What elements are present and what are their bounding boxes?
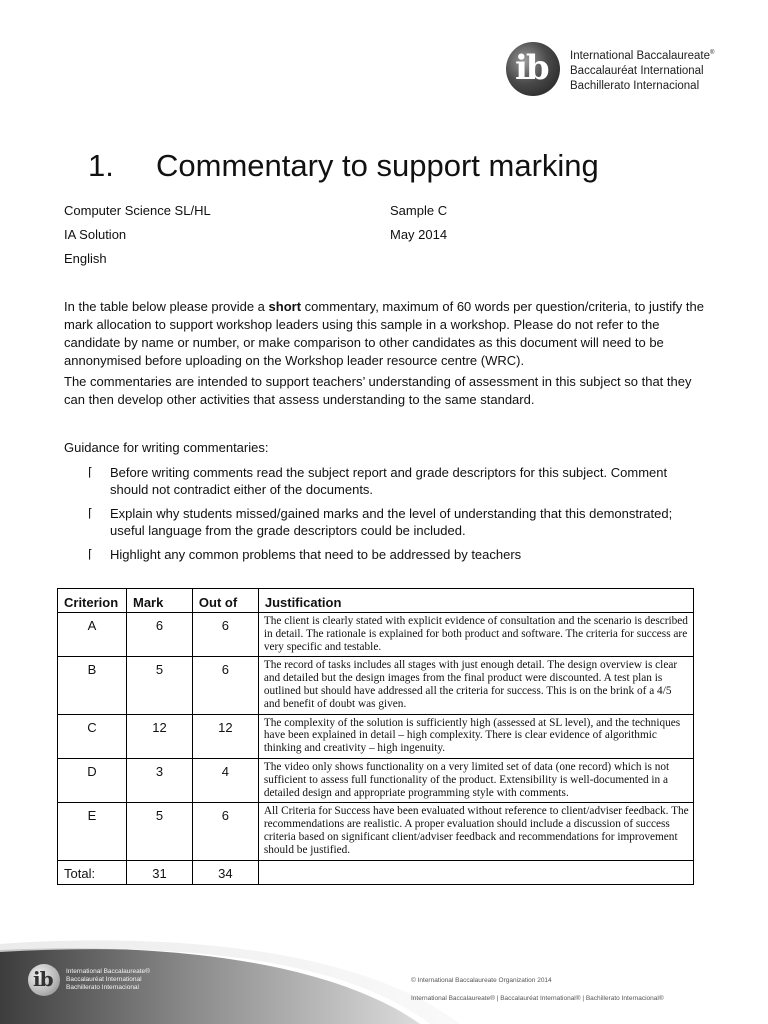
meta-subject: Computer Science SL/HL xyxy=(64,203,211,218)
footer-org-names: International Baccalaureate® | Baccalauréat International® | Bachillerato Internacional® xyxy=(411,995,664,1002)
intro-paragraph-2: The commentaries are intended to support teachers’ understanding of assessment in this subject so that they can then develop other activities that assess understanding to the same standard. xyxy=(64,374,692,407)
out-of-cell: 12 xyxy=(192,714,258,758)
table-total-row xyxy=(58,860,694,884)
bullet-icon: ⌈ xyxy=(88,547,93,561)
header-justification: Justification xyxy=(258,589,693,613)
out-of-cell: 6 xyxy=(192,803,258,860)
intro-paragraph-1: In the table below please provide a short commentary, maximum of 60 words per question/criteria, to justify the mark allocation to support workshop leaders using this sample in a workshop. Please do not refer to the candidate by name or number, or make comparison to other candidates as this document will need to be annonymised before uploading on the Workshop leader resource centre (WRC). xyxy=(64,299,704,368)
justification-cell: All Criteria for Success have been evaluated without reference to client/adviser feedback. The recommendations are realistic. A proper evaluation should include a discussion of success criteria based on significant client/adviser feedback and recommendations for improvement should be justified. xyxy=(258,803,693,860)
mark-cell: 5 xyxy=(126,657,192,714)
list-item: ⌈ Explain why students missed/gained marks and the level of understanding that this demonstrated; useful language from the grade descriptors could be included. xyxy=(88,506,673,538)
total-label: Total: xyxy=(58,860,127,884)
table-row xyxy=(58,714,694,758)
ib-logo-icon: ib xyxy=(506,42,560,96)
total-out-of: 34 xyxy=(192,860,258,884)
header-out-of: Out of xyxy=(192,589,258,613)
meta-component: IA Solution xyxy=(64,227,127,242)
emphasis-short: short xyxy=(268,299,302,314)
org-name-fr: Baccalauréat International xyxy=(570,64,704,77)
list-item: ⌈ Highlight any common problems that need to be addressed by teachers xyxy=(88,547,522,562)
out-of-cell: 6 xyxy=(192,657,258,714)
header-criterion: Criterion xyxy=(58,589,127,613)
guidance-list xyxy=(88,464,688,570)
footer-logo-text: International Baccalaureate® Baccalauréat International Bachillerato Internacional xyxy=(66,968,150,991)
page-title xyxy=(88,148,599,184)
meta-language: English xyxy=(64,251,107,266)
bullet-icon: ⌈ xyxy=(88,465,93,479)
table-row xyxy=(58,613,694,657)
bullet-icon: ⌈ xyxy=(88,506,93,520)
criterion-cell: E xyxy=(58,803,127,860)
org-name-es: Bachillerato Internacional xyxy=(570,79,700,92)
criterion-cell: B xyxy=(58,657,127,714)
mark-cell: 5 xyxy=(126,803,192,860)
section-number: 1. xyxy=(88,148,114,183)
org-name-en: International Baccalaureate® xyxy=(570,49,715,62)
table-row xyxy=(58,657,694,714)
copyright-text: © International Baccalaureate Organization 2014 xyxy=(411,977,552,984)
justification-cell: The client is clearly stated with explicit evidence of consultation and the scenario is described in detail. The rationale is explained for both product and software. The criteria for success are very specific and testable. xyxy=(258,613,693,657)
table-row xyxy=(58,758,694,802)
section-title: Commentary to support marking xyxy=(156,148,599,183)
footer-ib-logo-icon: ib xyxy=(28,964,60,996)
mark-cell: 6 xyxy=(126,613,192,657)
justification-cell: The complexity of the solution is sufficiently high (assessed at SL level), and the techniques have been explained in detail – high complexity. There is clear evidence of algorithmic thinking and creativity – high ingenuity. xyxy=(258,714,693,758)
header-mark: Mark xyxy=(126,589,192,613)
out-of-cell: 4 xyxy=(192,758,258,802)
list-item: ⌈ Before writing comments read the subject report and grade descriptors for this subject. Comment should not contradict either of the documents. xyxy=(88,465,668,497)
table-row xyxy=(58,803,694,860)
guidance-title: Guidance for writing commentaries: xyxy=(64,440,269,455)
marks-table xyxy=(57,588,694,885)
total-mark: 31 xyxy=(126,860,192,884)
criterion-cell: C xyxy=(58,714,127,758)
mark-cell: 3 xyxy=(126,758,192,802)
criterion-cell: D xyxy=(58,758,127,802)
mark-cell: 12 xyxy=(126,714,192,758)
meta-session: May 2014 xyxy=(390,227,448,242)
out-of-cell: 6 xyxy=(192,613,258,657)
ib-logo xyxy=(506,42,726,100)
ib-logo-text xyxy=(570,46,714,94)
justification-cell: The record of tasks includes all stages with just enough detail. The design overview is clear and detailed but the design images from the final product were discounted. A test plan is outlined but should have addressed all the criteria for success. This is on the brink of a 4/5 and benefit of doubt was given. xyxy=(258,657,693,714)
criterion-cell: A xyxy=(58,613,127,657)
meta-sample: Sample C xyxy=(390,203,448,218)
justification-cell: The video only shows functionality on a very limited set of data (one record) which is not sufficient to assess full functionality of the product. Extensibility is well-documented in a detailed design and appropriate programming style with comments. xyxy=(258,758,693,802)
total-justification xyxy=(258,860,693,884)
table-header-row xyxy=(58,589,694,613)
